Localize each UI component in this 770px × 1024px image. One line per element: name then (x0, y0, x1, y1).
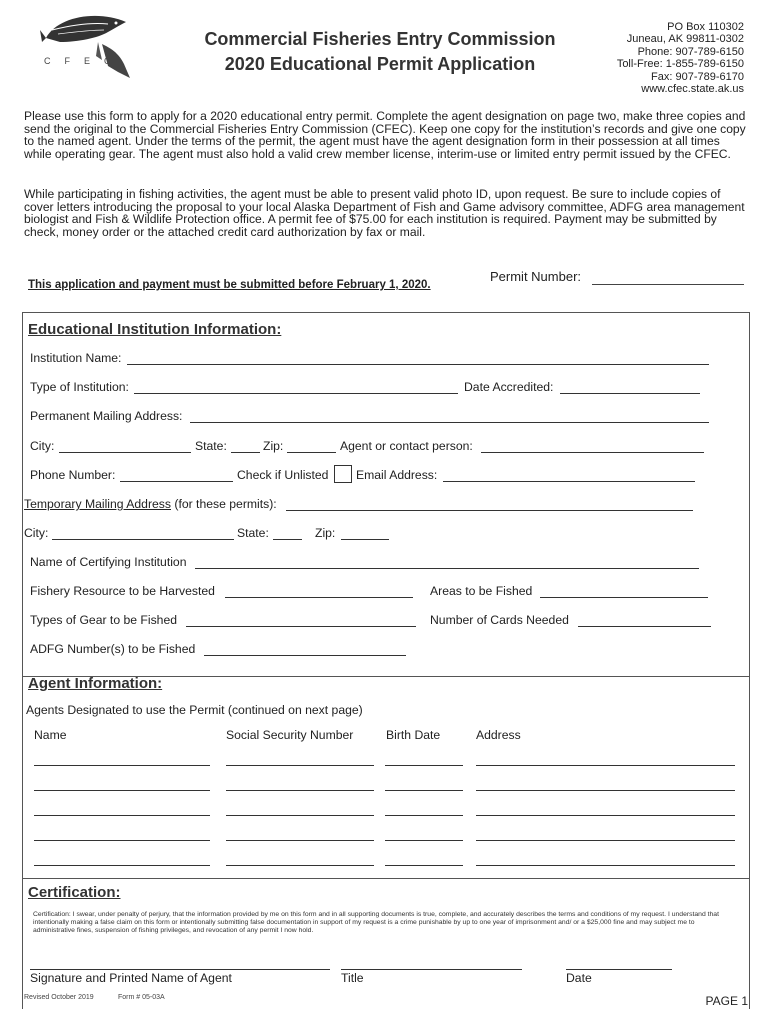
date-accredited-label: Date Accredited: (464, 380, 554, 394)
email-label: Email Address: (356, 468, 438, 482)
title-field[interactable] (341, 969, 522, 970)
agent-address-field[interactable] (476, 865, 735, 866)
agent-address-field[interactable] (476, 790, 735, 791)
fishery-resource-label: Fishery Resource to be Harvested (30, 584, 215, 598)
institution-type-label: Type of Institution: (30, 380, 129, 394)
agent-section-title: Agent Information: (28, 675, 163, 692)
deadline-notice: This application and payment must be submitted before February 1, 2020. (28, 279, 431, 291)
gear-types-field[interactable] (186, 626, 416, 627)
temp-state-field[interactable] (273, 539, 302, 540)
institution-type-field[interactable] (134, 393, 458, 394)
agent-birth-date-field[interactable] (385, 840, 463, 841)
agent-name-field[interactable] (34, 815, 210, 816)
contact-address (617, 21, 744, 95)
date-field[interactable] (566, 969, 672, 970)
page-title: Commercial Fisheries Entry Commission (204, 29, 556, 49)
agent-contact-field[interactable] (481, 452, 704, 453)
state-field[interactable] (231, 452, 260, 453)
title-label: Title (341, 971, 364, 985)
unlisted-checkbox[interactable] (334, 465, 352, 483)
signature-field[interactable] (30, 969, 330, 970)
agent-birth-date-field[interactable] (385, 865, 463, 866)
zip-label: Zip: (263, 439, 284, 453)
agent-name-field[interactable] (34, 790, 210, 791)
toll-free: Toll-Free: 1-855-789-6150 (616, 58, 744, 71)
intro-paragraph-2: While participating in fishing activities, the agent must be able to present valid photo ID, upon request. Be sure to include copies of cover letters introducing the proposal to your local Alaska Department of Fish and Game advisory committee, ADFG area management biologist and Fish & Wildlife Protection office. A permit fee of $75.00 for each institution is required. Payment may be submitted by check, money order or the attached credit card authorization by fax or mail. (24, 187, 745, 239)
agent-address-field[interactable] (476, 840, 735, 841)
permit-number-field[interactable] (592, 284, 744, 285)
certifying-institution-label: Name of Certifying Institution (30, 555, 187, 569)
institution-name-label: Institution Name: (30, 351, 122, 365)
temp-city-label: City: (24, 526, 49, 540)
city-field[interactable] (59, 452, 191, 453)
website-link[interactable]: www.cfec.state.ak.us (641, 83, 744, 96)
logo-text: CFEC (44, 56, 125, 66)
agent-birth-date-field[interactable] (385, 815, 463, 816)
page-number: PAGE 1 (705, 994, 748, 1008)
fax: Fax: 907-789-6170 (651, 70, 744, 83)
agent-ssn-field[interactable] (226, 765, 374, 766)
column-header-ssn: Social Security Number (226, 728, 354, 742)
agent-ssn-field[interactable] (226, 790, 374, 791)
agent-address-field[interactable] (476, 815, 735, 816)
signature-label: Signature and Printed Name of Agent (30, 971, 232, 985)
state-label: State: (195, 439, 227, 453)
institution-name-field[interactable] (127, 364, 709, 365)
institution-section-title: Educational Institution Information: (28, 321, 282, 338)
agent-subtitle: Agents Designated to use the Permit (continued on next page) (26, 703, 363, 717)
cards-needed-field[interactable] (578, 626, 711, 627)
agent-name-field[interactable] (34, 765, 210, 766)
adfg-numbers-field[interactable] (204, 655, 406, 656)
permanent-address-label: Permanent Mailing Address: (30, 409, 183, 423)
agent-address-field[interactable] (476, 765, 735, 766)
agent-ssn-field[interactable] (226, 840, 374, 841)
column-header-address: Address (476, 728, 521, 742)
email-field[interactable] (443, 481, 695, 482)
temp-state-label: State: (237, 526, 269, 540)
phone-number-field[interactable] (120, 481, 233, 482)
cfec-fish-logo (38, 8, 138, 80)
date-accredited-field[interactable] (560, 393, 700, 394)
agent-ssn-field[interactable] (226, 815, 374, 816)
agent-name-field[interactable] (34, 840, 210, 841)
agent-ssn-field[interactable] (226, 865, 374, 866)
fishery-resource-field[interactable] (225, 597, 413, 598)
agent-birth-date-field[interactable] (385, 765, 463, 766)
certification-title: Certification: (28, 884, 121, 901)
temp-zip-field[interactable] (341, 539, 389, 540)
po-box: PO Box 110302 (667, 21, 744, 33)
phone-number-label: Phone Number: (30, 468, 116, 482)
form-number: Form # 05-03A (118, 994, 165, 1001)
areas-fished-label: Areas to be Fished (430, 584, 533, 598)
permanent-address-field[interactable] (190, 422, 709, 423)
agent-birth-date-field[interactable] (385, 790, 463, 791)
city-address: Juneau, AK 99811-0302 (626, 33, 744, 46)
zip-field[interactable] (287, 452, 336, 453)
temp-city-field[interactable] (52, 539, 234, 540)
phone: Phone: 907-789-6150 (637, 45, 744, 58)
temporary-address-label: Temporary Mailing Address (for these permits): (24, 497, 277, 511)
certifying-institution-field[interactable] (195, 568, 699, 569)
permit-number-label: Permit Number: (490, 269, 582, 284)
gear-types-label: Types of Gear to be Fished (30, 613, 178, 627)
column-header-birth-date: Birth Date (386, 728, 441, 742)
intro-paragraph-1: Please use this form to apply for a 2020 educational entry permit. Complete the agent designation on page two, make three copies and send the original to the Commercial Fisheries Entry Commission (CFEC). Keep one copy for the institution’s records and give one copy to the named agent. Under the terms of the permit, the agent must have the agent designation form in their possession at all times while operating gear. The agent must also hold a valid crew member license, interim-use or limited entry permit issued by the CFEC. (24, 109, 746, 161)
cards-needed-label: Number of Cards Needed (430, 613, 569, 627)
city-label: City: (30, 439, 55, 453)
check-unlisted-label: Check if Unlisted (237, 468, 329, 482)
certification-text: Certification: I swear, under penalty of perjury, that the information provided by me on this form and in all supporting documents is true, complete, and accurately describes the terms and conditions of my request. I understand that intentionally making a false claim on this form or intentionally submitting false documentation in support of my request is a crime punishable by up to one year of imprisonment and/ or a $25,000 fine and may subject me to administrative fines, suspension of fishing privileges, and revocation of any permit I now hold. (33, 911, 719, 934)
adfg-numbers-label: ADFG Number(s) to be Fished (30, 642, 196, 656)
areas-fished-field[interactable] (540, 597, 708, 598)
agent-contact-label: Agent or contact person: (340, 439, 473, 453)
certification-section (22, 878, 750, 1009)
column-header-name: Name (34, 728, 67, 742)
page-subtitle: 2020 Educational Permit Application (224, 54, 536, 74)
agent-name-field[interactable] (34, 865, 210, 866)
temp-zip-label: Zip: (315, 526, 336, 540)
revised-date: Revised October 2019 (24, 994, 94, 1001)
temporary-address-field[interactable] (286, 510, 693, 511)
date-label: Date (566, 971, 592, 985)
